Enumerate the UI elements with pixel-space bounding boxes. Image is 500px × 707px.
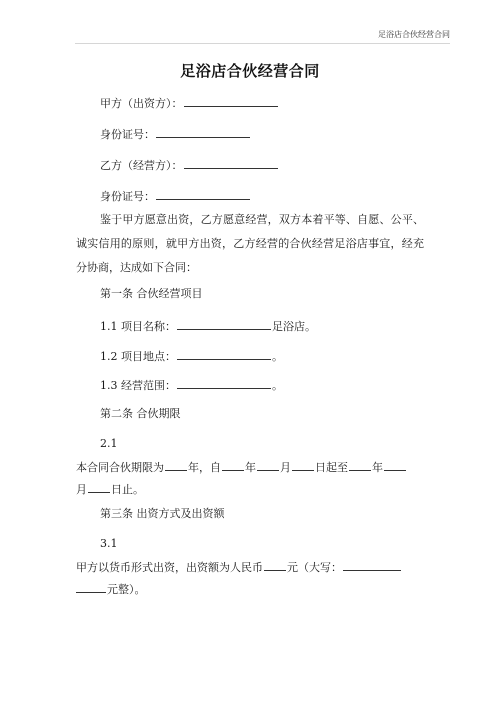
term-text-5: 日起至 — [315, 461, 348, 474]
party-b-line — [100, 156, 279, 174]
item2-label: 1.2 项目地点： — [100, 350, 176, 363]
project-name-blank — [177, 317, 271, 330]
start-day-blank — [292, 458, 314, 471]
end-day-blank — [88, 480, 110, 493]
article3-item-number: 3.1 — [100, 537, 118, 550]
business-scope-blank — [177, 376, 271, 389]
capital-line-1 — [76, 558, 402, 576]
party-a-id-line — [100, 125, 251, 143]
party-a-line — [100, 94, 279, 112]
item3-label: 1.3 经营范围： — [100, 379, 176, 392]
capital-words-blank-cont — [76, 580, 106, 593]
capital-line-2 — [76, 580, 146, 598]
term-years-blank — [165, 458, 187, 471]
term-text-4: 月 — [280, 461, 291, 474]
term-text-7: 月 — [76, 483, 87, 496]
start-year-blank — [222, 458, 244, 471]
party-b-blank — [184, 156, 278, 169]
document-title: 足浴店合伙经营合同 — [180, 62, 320, 80]
term-text-8: 日止。 — [111, 483, 144, 496]
party-a-label: 甲方（出资方）： — [100, 97, 183, 110]
item2-suffix: 。 — [272, 350, 283, 363]
header-divider — [75, 43, 450, 44]
party-b-id-line — [100, 187, 251, 205]
item1-suffix: 足浴店。 — [272, 320, 316, 333]
item1-label: 1.1 项目名称： — [100, 320, 176, 333]
party-a-blank — [184, 94, 278, 107]
term-text-2: 年，自 — [188, 461, 221, 474]
party-b-label: 乙方（经营方）： — [100, 159, 183, 172]
capital-text-2: 元（大写： — [287, 561, 342, 574]
article2-item-number: 2.1 — [100, 437, 118, 450]
term-line-1 — [76, 458, 407, 476]
capital-amount-blank — [264, 558, 286, 571]
term-text-3: 年 — [245, 461, 256, 474]
party-b-id-blank — [156, 187, 250, 200]
article2-heading: 第二条 合伙期限 — [100, 407, 181, 420]
end-month-blank — [384, 458, 406, 471]
article1-item1 — [100, 317, 316, 335]
article1-heading: 第一条 合伙经营项目 — [100, 287, 203, 300]
party-b-id-label: 身份证号： — [100, 190, 155, 203]
party-a-id-label: 身份证号： — [100, 128, 155, 141]
term-line-2 — [76, 480, 144, 498]
article1-item3 — [100, 376, 283, 394]
end-year-blank — [349, 458, 371, 471]
running-header: 足浴店合伙经营合同 — [378, 30, 450, 39]
preamble-paragraph: 鉴于甲方愿意出资，乙方愿意经营，双方本着平等、自愿、公平、诚实信用的原则，就甲方出资，乙方经营的合伙经营足浴店事宜，经充分协商，达成如下合同： — [76, 213, 424, 274]
party-a-id-blank — [156, 125, 250, 138]
article1-item2 — [100, 347, 283, 365]
term-text-1: 本合同合伙期限为 — [76, 461, 164, 474]
capital-text-3: 元整）。 — [107, 583, 146, 596]
project-location-blank — [177, 347, 271, 360]
item3-suffix: 。 — [272, 379, 283, 392]
article3-heading: 第三条 出资方式及出资额 — [100, 507, 225, 520]
capital-words-blank — [343, 558, 401, 571]
start-month-blank — [257, 458, 279, 471]
capital-text-1: 甲方以货币形式出资，出资额为人民币 — [76, 561, 263, 574]
term-text-6: 年 — [372, 461, 383, 474]
